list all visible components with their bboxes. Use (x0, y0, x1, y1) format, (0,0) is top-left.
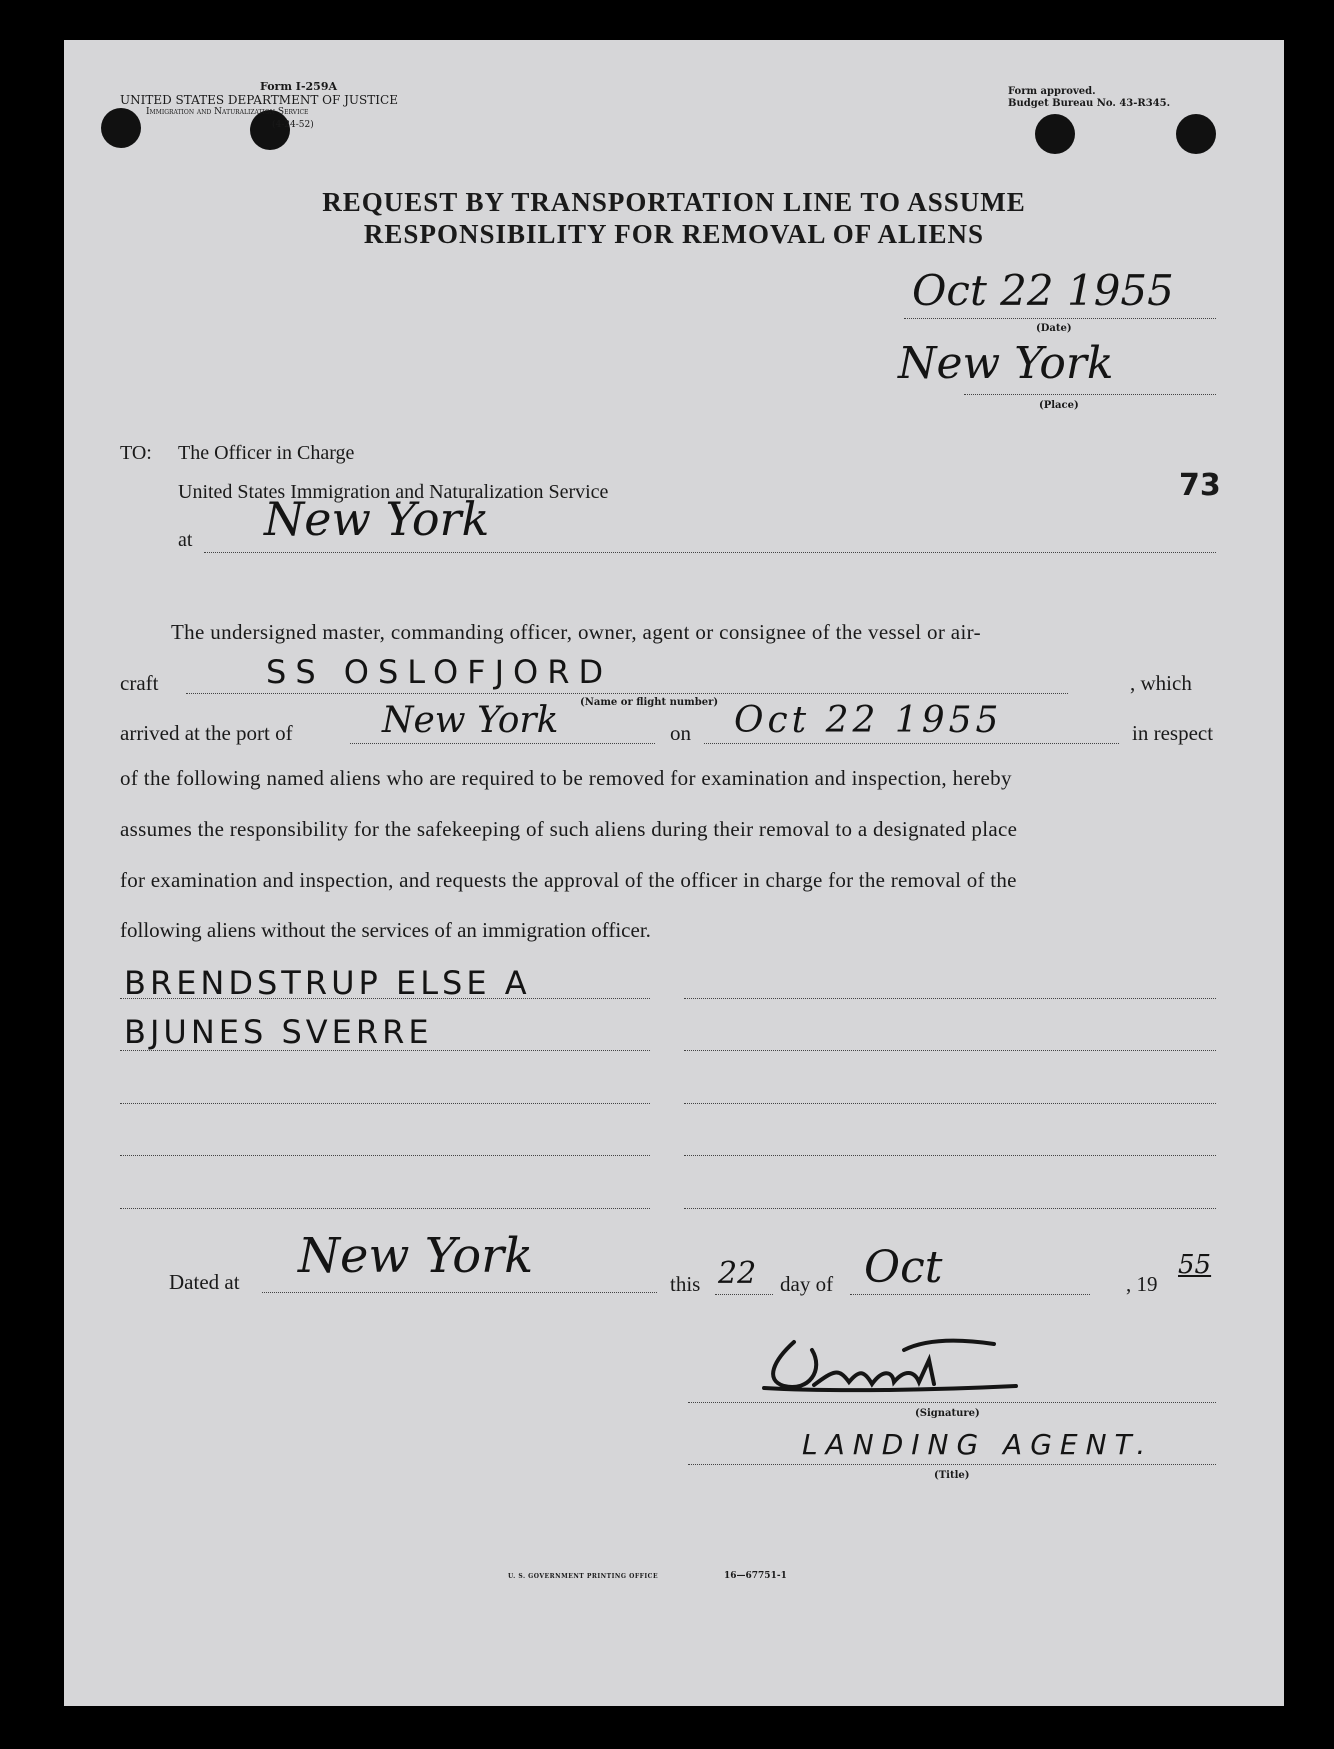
day-value: 22 (718, 1256, 757, 1291)
form-edition: (4-24-52) (272, 120, 314, 130)
body-line-4: assumes the responsibility for the safekeeping of such aliens during their removal to a designated place (120, 817, 1018, 841)
port-line (350, 743, 655, 744)
budget-bureau-line: Budget Bureau No. 43-R345. (1008, 98, 1171, 109)
arrived-label: arrived at the port of (120, 721, 293, 745)
place-value: New York (898, 338, 1114, 389)
day-line (715, 1294, 773, 1295)
alien-line (684, 1208, 1216, 1209)
port-value: New York (382, 700, 559, 741)
place-caption: (Place) (1039, 400, 1079, 411)
printer-imprint: U. S. GOVERNMENT PRINTING OFFICE (508, 1573, 659, 1580)
date-caption: (Date) (1036, 323, 1072, 334)
title-caption: (Title) (934, 1470, 970, 1481)
form-page (64, 40, 1284, 1706)
alien-line (684, 1155, 1216, 1156)
month-line (850, 1294, 1090, 1295)
punch-hole (1035, 114, 1075, 154)
punch-hole (1176, 114, 1216, 154)
officer-in-charge: The Officer in Charge (178, 442, 355, 464)
agent-title-value: LANDING AGENT. (802, 1428, 1154, 1461)
vessel-caption: (Name or flight number) (580, 697, 719, 708)
body-line-1: The undersigned master, commanding officer, owner, agent or consignee of the vessel or air- (171, 620, 981, 644)
body-line-3: of the following named aliens who are required to be removed for examination and inspection, hereby (120, 766, 1012, 790)
to-label: TO: (120, 442, 152, 464)
at-line (204, 552, 1216, 553)
form-number: Form I-259A (260, 80, 338, 93)
year-prefix: , 19 (1126, 1272, 1158, 1296)
vessel-line (186, 693, 1068, 694)
alien-line (684, 1103, 1216, 1104)
this-label: this (670, 1272, 701, 1296)
arrival-date-value: Oct 22 1955 (734, 700, 1003, 741)
alien-line (120, 1050, 650, 1051)
printer-code: 16—67751-1 (724, 1571, 787, 1581)
alien-line (120, 1155, 650, 1156)
year-value: 55 (1178, 1250, 1212, 1280)
service-name: Immigration and Naturalization Service (146, 107, 309, 117)
signature-caption: (Signature) (915, 1408, 980, 1419)
in-respect-label: in respect (1132, 721, 1214, 745)
date-line (904, 318, 1216, 319)
title-line (688, 1464, 1216, 1465)
approval-line: Form approved. (1008, 86, 1096, 97)
signature-line (688, 1402, 1216, 1403)
craft-label: craft (120, 671, 159, 695)
form-title-line2: RESPONSIBILITY FOR REMOVAL OF ALIENS (363, 219, 985, 249)
page-number: 73 (1179, 468, 1221, 503)
which-label: , which (1130, 671, 1192, 695)
place-line (964, 394, 1216, 395)
form-title-line1: REQUEST BY TRANSPORTATION LINE TO ASSUME (322, 187, 1026, 217)
vessel-value: SS OSLOFJORD (266, 653, 613, 691)
day-of-label: day of (780, 1272, 834, 1296)
dated-at-label: Dated at (169, 1270, 240, 1294)
arrival-date-line (704, 743, 1119, 744)
body-line-5: for examination and inspection, and requests the approval of the officer in charge for the removal of the (120, 868, 1017, 892)
ins-service: United States Immigration and Naturalization Service (178, 481, 609, 503)
alien-line (684, 1050, 1216, 1051)
dated-place-value: New York (298, 1228, 534, 1284)
dated-place-line (262, 1292, 657, 1293)
alien-line (684, 998, 1216, 999)
alien-name: BRENDSTRUP ELSE A (124, 964, 531, 1002)
on-label: on (670, 721, 691, 745)
at-label: at (178, 529, 193, 551)
date-value: Oct 22 1955 (912, 266, 1174, 315)
body-line-6: following aliens without the services of an immigration officer. (120, 918, 651, 942)
department-name: UNITED STATES DEPARTMENT OF JUSTICE (120, 93, 398, 107)
alien-name: BJUNES SVERRE (124, 1013, 433, 1051)
alien-line (120, 998, 650, 999)
alien-line (120, 1103, 650, 1104)
at-value: New York (264, 492, 490, 546)
month-value: Oct (864, 1242, 943, 1293)
alien-line (120, 1208, 650, 1209)
punch-hole (101, 108, 141, 148)
signature-mark (754, 1330, 1054, 1405)
